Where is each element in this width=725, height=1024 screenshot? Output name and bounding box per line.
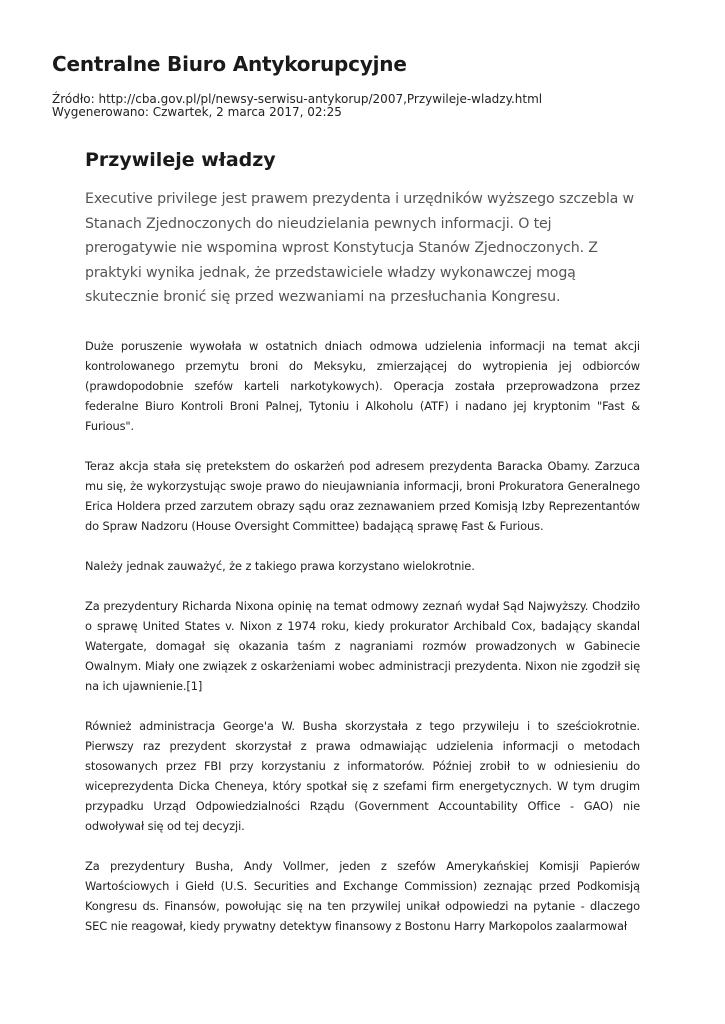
source-line: Źródło: http://cba.gov.pl/pl/newsy-serwisu-antykorup/2007,Przywileje-wladzy.html [52, 92, 543, 106]
article-lead: Executive privilege jest prawem prezydenta i urzędników wyższego szczebla w Stanach Zjednoczonych do nieudzielania pewnych informacji. O tej prerogatywie nie wspomina wprost Konstytucja Stanów Zjednoczonych. Z praktyki wynika jednak, że przedstawiciele władzy wykonawczej mogą skutecznie bronić się przed wezwaniami na przesłuchania Kongresu. [85, 191, 634, 305]
article [85, 146, 640, 956]
article-title: Przywileje władzy [85, 149, 276, 171]
article-paragraph: Należy jednak zauważyć, że z takiego prawa korzystano wielokrotnie. [85, 558, 475, 573]
article-body [85, 336, 640, 936]
site-title: Centralne Biuro Antykorupcyjne [52, 52, 407, 76]
document-meta [52, 93, 542, 119]
article-paragraph: Również administracja George'a W. Busha skorzystała z tego przywileju i to sześciokrotnie. Pierwszy raz prezydent skorzystał z prawa odmawiając udzielenia informacji o metodach stosowanych przez FBI przy korzystaniu z informatorów. Później zrobił to w odniesieniu do wiceprezydenta Dicka Cheneya, który spotkał się z szefami firm energetycznych. W tym drugim przypadku Urząd Odpowiedzialności Rządu (Government Accountability Office - GAO) nie odwoływał się od tej decyzji. [85, 718, 640, 833]
generated-line: Wygenerowano: Czwartek, 2 marca 2017, 02:25 [52, 105, 342, 119]
article-paragraph: Duże poruszenie wywołała w ostatnich dniach odmowa udzielenia informacji na temat akcji kontrolowanego przemytu broni do Meksyku, zmierzającej do wytropienia jej odbiorców (prawdopodobnie szefów karteli narkotykowych). Operacja została przeprowadzona przez federalne Biuro Kontroli Broni Palnej, Tytoniu i Alkoholu (ATF) i nadano jej kryptonim "Fast & Furious". [85, 338, 640, 433]
article-paragraph: Za prezydentury Richarda Nixona opinię na temat odmowy zeznań wydał Sąd Najwyższy. Chodziło o sprawę United States v. Nixon z 1974 roku, kiedy prokurator Archibald Cox, badający skandal Watergate, domagał się okazania taśm z nagraniami rozmów prowadzonych w Gabinecie Owalnym. Miały one związek z oskarżeniami wobec administracji prezydenta. Nixon nie zgodził się na ich ujawnienie.[1] [85, 598, 640, 693]
article-paragraph: Za prezydentury Busha, Andy Vollmer, jeden z szefów Amerykańskiej Komisji Papierów Wartościowych i Giełd (U.S. Securities and Exchange Commission) zeznając przed Podkomisją Kongresu ds. Finansów, powołując się na ten przywilej unikał odpowiedzi na pytanie - dlaczego SEC nie reagował, kiedy prywatny detektyw finansowy z Bostonu Harry Markopolos zaalarmował [85, 858, 640, 933]
article-paragraph: Teraz akcja stała się pretekstem do oskarżeń pod adresem prezydenta Baracka Obamy. Zarzuca mu się, że wykorzystując swoje prawo do nieujawniania informacji, broni Prokuratora Generalnego Erica Holdera przed zarzutem obrazy sądu oraz zeznawaniem przed Komisją Izby Reprezentantów do Spraw Nadzoru (House Oversight Committee) badającą sprawę Fast & Furious. [85, 458, 640, 533]
